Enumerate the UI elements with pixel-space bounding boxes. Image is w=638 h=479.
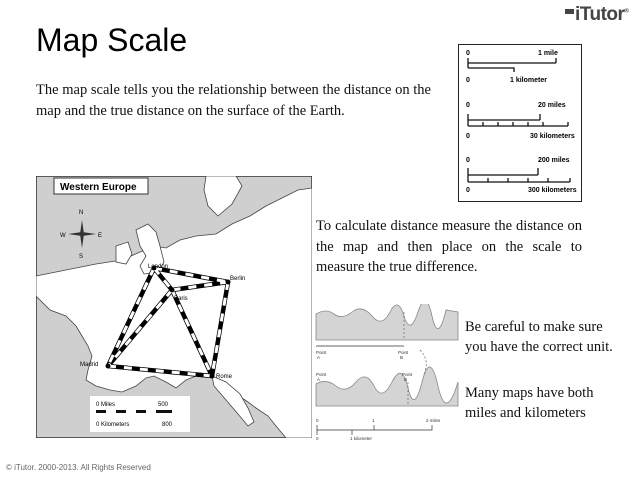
scale3-top-zero: 0 (466, 157, 470, 164)
city-rome: Rome (216, 374, 233, 380)
svg-text:0: 0 (316, 418, 319, 423)
svg-text:E: E (98, 233, 103, 239)
scale2-top-label: 20 miles (538, 102, 566, 109)
intro-paragraph: The map scale tells you the relationship between the distance on the map and the true distance on the surface of the Earth. (36, 82, 431, 119)
city-paris: Paris (174, 296, 188, 302)
map-title: Western Europe (60, 182, 137, 193)
page-title: Map Scale (36, 22, 188, 58)
careful-note: Be careful to make sure you have the correct unit. (465, 319, 613, 355)
scale1-top-label: 1 mile (538, 50, 558, 57)
svg-text:W: W (60, 233, 66, 239)
many-maps-note: Many maps have both miles and kilometers (465, 385, 594, 421)
svg-text:2 miles: 2 miles (426, 418, 441, 423)
copyright-footer: © iTutor. 2000-2013. All Rights Reserved (6, 463, 151, 472)
svg-text:A: A (317, 377, 321, 382)
svg-text:Point: Point (316, 350, 327, 355)
svg-text:A: A (317, 355, 321, 360)
scale3-bottom-label: 300 kilometers (528, 187, 577, 194)
scale2-bottom-label: 30 kilometers (530, 133, 575, 140)
city-berlin: Berlin (230, 276, 246, 282)
svg-text:B: B (400, 355, 404, 360)
calculate-instructions: To calculate distance measure the distance on the map and then place on the scale to measure the true difference. (316, 218, 582, 275)
svg-text:0: 0 (316, 436, 319, 441)
terrain-profile-bottom (316, 367, 458, 406)
scale1-top-zero: 0 (466, 50, 470, 57)
map-scale-miles-zero: 0 Miles (96, 402, 116, 408)
scale2-top-zero: 0 (466, 102, 470, 109)
scale3-top-label: 200 miles (538, 157, 570, 164)
scale2-bottom-zero: 0 (466, 133, 470, 140)
map-scale-km-zero: 0 Kilometers (96, 422, 130, 428)
scale3-bottom-zero: 0 (466, 187, 470, 194)
city-madrid: Madrid (80, 362, 99, 368)
logo-text: iTutor (575, 4, 625, 25)
svg-text:Point: Point (316, 372, 327, 377)
scale-bar-examples (458, 44, 582, 202)
svg-text:S: S (79, 254, 84, 260)
registered-mark: ® (624, 8, 629, 15)
svg-text:1: 1 (372, 418, 375, 423)
city-london: London (148, 264, 169, 270)
profile-ruler (317, 425, 432, 430)
map-scale-km-max: 800 (162, 422, 173, 428)
svg-text:Point: Point (402, 372, 413, 377)
svg-text:Point: Point (398, 350, 409, 355)
itutor-logo (565, 4, 628, 26)
arrow-icon (420, 350, 426, 374)
western-europe-map (36, 176, 312, 438)
distance-measure-diagram (312, 304, 462, 444)
map-scale-miles-max: 500 (158, 402, 169, 408)
svg-text:N: N (79, 210, 84, 216)
scale1-bottom-zero: 0 (466, 77, 470, 84)
svg-text:B: B (404, 377, 408, 382)
scale1-bottom-label: 1 kilometer (510, 77, 547, 84)
graduation-cap-icon (565, 9, 574, 14)
svg-text:1 kilometer: 1 kilometer (350, 436, 373, 441)
terrain-profile-top (316, 304, 458, 340)
